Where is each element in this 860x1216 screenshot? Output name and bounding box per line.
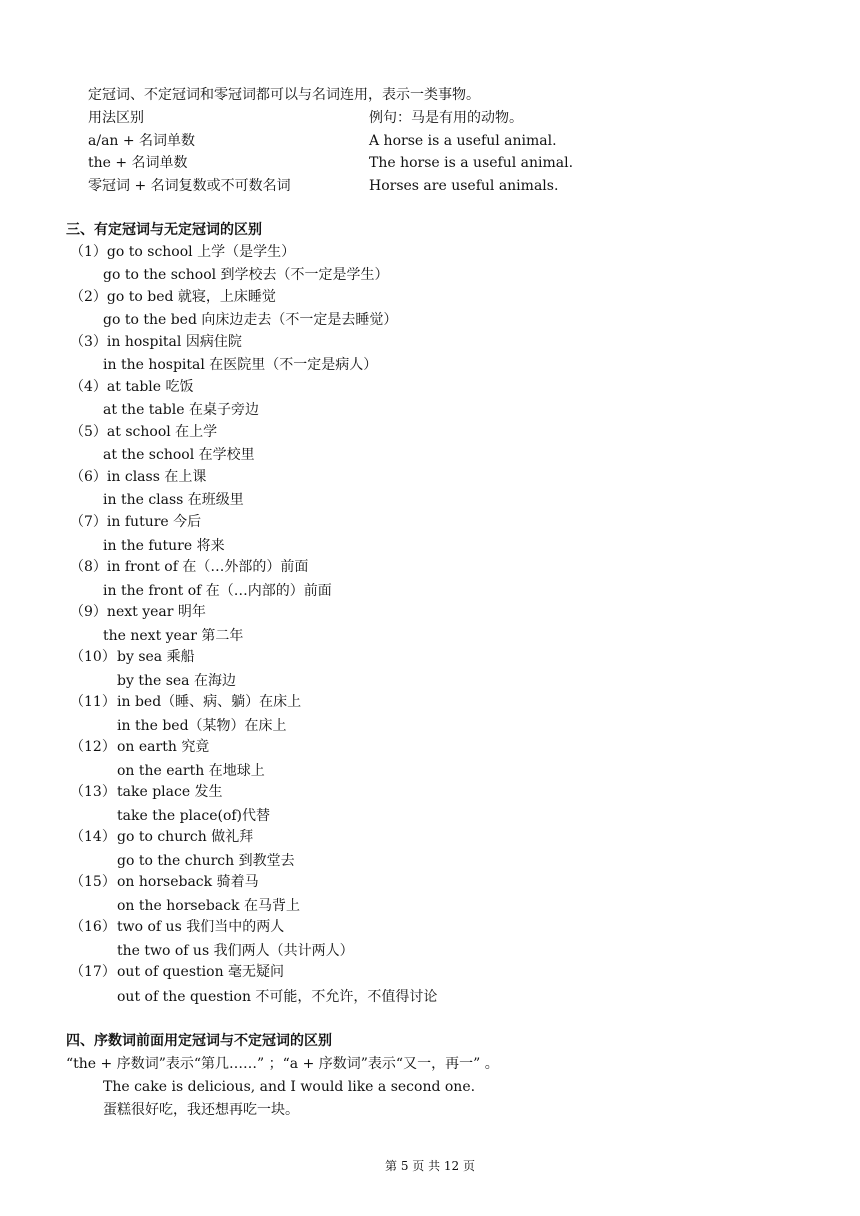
item-number: （15） bbox=[70, 874, 116, 890]
section-4-heading: 四、序数词前面用定冠词与不定冠词的区别 bbox=[66, 1033, 332, 1049]
usage-row-3-usage: 零冠词 + 名词复数或不可数名词 bbox=[88, 178, 291, 194]
item-contrast-phrase: the next year 第二年 bbox=[103, 628, 244, 644]
item-contrast-phrase: at the school 在学校里 bbox=[103, 447, 255, 463]
item-contrast-phrase: on the earth 在地球上 bbox=[117, 763, 265, 779]
item-phrase: in front of 在（…外部的）前面 bbox=[106, 559, 309, 575]
item-contrast-phrase: go to the school 到学校去（不一定是学生） bbox=[103, 267, 389, 283]
usage-table-header-left: 用法区别 bbox=[88, 110, 144, 126]
item-number: （3） bbox=[70, 334, 107, 350]
item-number: （7） bbox=[70, 514, 107, 530]
item-phrase: in hospital 因病住院 bbox=[106, 334, 242, 350]
item-phrase: go to bed 就寝，上床睡觉 bbox=[106, 289, 276, 305]
item-phrase: in class 在上课 bbox=[106, 469, 207, 485]
list-item bbox=[70, 693, 301, 711]
list-item bbox=[70, 918, 284, 936]
item-contrast-phrase: by the sea 在海边 bbox=[117, 673, 236, 689]
item-contrast-phrase: go to the church 到教堂去 bbox=[117, 853, 295, 869]
usage-row-3-example: Horses are useful animals. bbox=[369, 178, 559, 194]
usage-row-2-example: The horse is a useful animal. bbox=[369, 155, 574, 171]
item-phrase: go to school 上学（是学生） bbox=[106, 244, 296, 260]
item-contrast-phrase: in the bed（某物）在床上 bbox=[117, 718, 287, 734]
item-phrase: go to church 做礼拜 bbox=[117, 829, 254, 845]
item-contrast-phrase: in the front of 在（…内部的）前面 bbox=[103, 583, 332, 599]
item-contrast-phrase: take the place(of)代替 bbox=[117, 808, 271, 824]
usage-row-1-example: A horse is a useful animal. bbox=[369, 133, 557, 149]
list-item bbox=[70, 558, 308, 576]
item-number: （17） bbox=[70, 964, 116, 980]
item-number: （16） bbox=[70, 919, 116, 935]
item-contrast-phrase: in the future 将来 bbox=[103, 538, 225, 554]
item-contrast-phrase: go to the bed 向床边走去（不一定是去睡觉） bbox=[103, 312, 398, 328]
intro-text: 定冠词、不定冠词和零冠词都可以与名词连用，表示一类事物。 bbox=[88, 87, 480, 103]
example-sentence-zh: 蛋糕很好吃，我还想再吃一块。 bbox=[103, 1102, 299, 1118]
list-item bbox=[70, 513, 201, 531]
list-item bbox=[70, 738, 209, 756]
list-item bbox=[70, 648, 195, 666]
item-number: （6） bbox=[70, 469, 107, 485]
item-number: （10） bbox=[70, 649, 116, 665]
list-item bbox=[70, 873, 259, 891]
item-number: （5） bbox=[70, 424, 107, 440]
section-3-heading: 三、有定冠词与无定冠词的区别 bbox=[66, 222, 262, 238]
list-item bbox=[70, 333, 242, 351]
usage-row-1-usage: a/an + 名词单数 bbox=[88, 133, 196, 149]
item-contrast-phrase: out of the question 不可能，不允许，不值得讨论 bbox=[117, 989, 438, 1005]
usage-row-2-usage: the + 名词单数 bbox=[88, 155, 188, 171]
item-contrast-phrase: on the horseback 在马背上 bbox=[117, 898, 300, 914]
list-item bbox=[70, 288, 276, 306]
list-item bbox=[70, 603, 206, 621]
item-contrast-phrase: the two of us 我们两人（共计两人） bbox=[117, 943, 354, 959]
item-number: （11） bbox=[70, 694, 116, 710]
item-phrase: on horseback 骑着马 bbox=[117, 874, 259, 890]
example-sentence-en: The cake is delicious, and I would like a second one. bbox=[103, 1079, 476, 1095]
item-phrase: on earth 究竟 bbox=[117, 739, 210, 755]
list-item bbox=[70, 423, 217, 441]
usage-table-header-right: 例句：马是有用的动物。 bbox=[369, 110, 523, 126]
item-phrase: next year 明年 bbox=[106, 604, 206, 620]
item-phrase: in bed（睡、病、躺）在床上 bbox=[117, 694, 302, 710]
item-contrast-phrase: at the table 在桌子旁边 bbox=[103, 402, 259, 418]
list-item bbox=[70, 243, 295, 261]
list-item bbox=[70, 783, 223, 801]
item-number: （2） bbox=[70, 289, 107, 305]
item-phrase: in future 今后 bbox=[106, 514, 202, 530]
page-number: 第 5 页 共 12 页 bbox=[385, 1159, 475, 1173]
item-number: （1） bbox=[70, 244, 107, 260]
item-number: （14） bbox=[70, 829, 116, 845]
item-number: （4） bbox=[70, 379, 107, 395]
item-phrase: at school 在上学 bbox=[106, 424, 218, 440]
list-item bbox=[70, 378, 194, 396]
ordinal-rule-text: “the + 序数词”表示“第几……” ；“a + 序数词”表示“又一，再一” 。 bbox=[66, 1056, 499, 1072]
list-item bbox=[70, 963, 284, 981]
item-phrase: two of us 我们当中的两人 bbox=[117, 919, 285, 935]
item-number: （8） bbox=[70, 559, 107, 575]
item-number: （13） bbox=[70, 784, 116, 800]
list-item bbox=[70, 468, 206, 486]
item-phrase: take place 发生 bbox=[117, 784, 223, 800]
item-phrase: at table 吃饭 bbox=[106, 379, 194, 395]
item-phrase: by sea 乘船 bbox=[117, 649, 195, 665]
item-number: （9） bbox=[70, 604, 107, 620]
item-contrast-phrase: in the hospital 在医院里（不一定是病人） bbox=[103, 357, 378, 373]
item-contrast-phrase: in the class 在班级里 bbox=[103, 492, 244, 508]
list-item bbox=[70, 828, 253, 846]
item-phrase: out of question 毫无疑问 bbox=[117, 964, 285, 980]
item-number: （12） bbox=[70, 739, 116, 755]
